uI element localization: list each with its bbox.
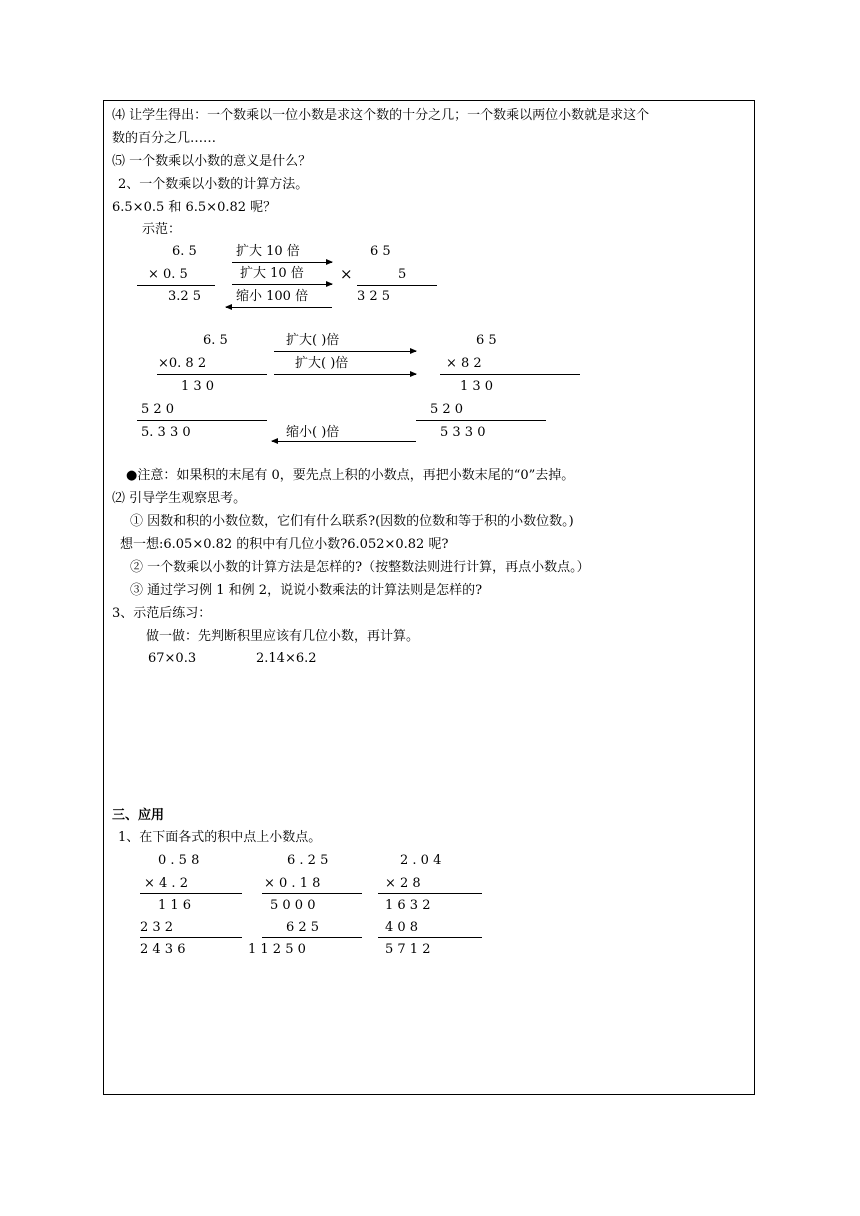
ex2-right-arrow-1 (274, 351, 416, 352)
question-1: ① 因数和积的小数位数，它们有什么联系?(因数的位数和等于积的小数位数。) (130, 514, 574, 529)
c3-partial-2: 4 0 8 (385, 920, 419, 935)
ex2-int-rule-2 (416, 420, 546, 421)
question-3: ③ 通过学习例 1 和例 2，说说小数乘法的计算法则是怎样的? (130, 583, 483, 598)
ex2-arrow-label-1: 扩大( )倍 (286, 333, 340, 348)
ex1-int-product: 3 2 5 (357, 289, 391, 304)
ex2-int-partial-2: 5 2 0 (430, 402, 464, 417)
practice-problem-1: 67×0.3 (148, 651, 197, 666)
c1-multiplicand: 0 . 5 8 (158, 853, 200, 868)
demo-label: 示范： (142, 222, 182, 237)
ex2-int-product: 5 3 3 0 (440, 425, 486, 440)
apply-heading: 三、应用 (112, 808, 165, 823)
practice-instruction: 做一做：先判断积里应该有几位小数，再计算。 (146, 629, 420, 644)
c1-partial-1: 1 1 6 (158, 898, 192, 913)
section-3-heading: 3、示范后练习： (112, 606, 212, 621)
point-4-line-2: 数的百分之几…… (112, 131, 217, 146)
ex1-multiplier: × 0. 5 (148, 267, 188, 282)
ex2-product: 5. 3 3 0 (141, 425, 191, 440)
c1-rule-2 (140, 937, 242, 938)
ex2-multiplicand: 6. 5 (203, 333, 228, 348)
c2-partial-2: 6 2 5 (286, 920, 320, 935)
ex1-right-arrow-1 (232, 262, 332, 263)
ex1-arrow-label-2: 扩大 10 倍 (240, 266, 304, 281)
question-line: 6.5×0.5 和 6.5×0.82 呢？ (112, 200, 277, 215)
c2-partial-1: 5 0 0 0 (270, 898, 316, 913)
ex1-product: 3.2 5 (168, 289, 202, 304)
guide-heading: ⑵ 引导学生观察思考。 (112, 491, 247, 506)
c2-multiplier: × 0 . 1 8 (264, 876, 321, 891)
c2-rule-2 (262, 937, 362, 938)
point-5: ⑸ 一个数乘以小数的意义是什么？ (112, 154, 312, 169)
c3-partial-1: 1 6 3 2 (385, 898, 431, 913)
think-line: 想一想:6.05×0.82 的积中有几位小数?6.052×0.82 呢? (120, 537, 449, 552)
practice-problem-2: 2.14×6.2 (256, 651, 317, 666)
c3-rule-2 (378, 937, 482, 938)
ex1-left-arrow (226, 307, 332, 308)
c1-product: 2 4 3 6 (140, 942, 186, 957)
ex2-partial-2: 5 2 0 (141, 402, 175, 417)
ex2-right-arrow-2 (274, 374, 416, 375)
c3-multiplier: × 2 8 (385, 876, 421, 891)
ex2-int-multiplier: × 8 2 (446, 356, 482, 371)
ex2-multiplier: ×0. 8 2 (158, 356, 207, 371)
c2-product: 1 1 2 5 0 (248, 942, 306, 957)
section-2-heading: 2、一个数乘以小数的计算方法。 (118, 177, 309, 192)
ex2-int-rule-1 (440, 374, 580, 375)
ex2-arrow-label-2: 扩大( )倍 (295, 356, 349, 371)
ex2-int-partial-1: 1 3 0 (460, 379, 494, 394)
ex1-rule (137, 285, 215, 286)
c1-rule-1 (140, 893, 242, 894)
ex2-partial-1: 1 3 0 (181, 379, 215, 394)
c2-multiplicand: 6 . 2 5 (287, 853, 329, 868)
c1-partial-2: 2 3 2 (140, 920, 174, 935)
ex1-int-multiplier: 5 (398, 267, 407, 282)
question-2: ② 一个数乘以小数的计算方法是怎样的?（按整数法则进行计算，再点小数点。） (130, 560, 590, 575)
ex1-arrow-label-3: 缩小 100 倍 (236, 289, 309, 304)
ex1-right-arrow-2 (232, 284, 332, 285)
ex2-rule-2 (137, 420, 267, 421)
c2-rule-1 (262, 893, 362, 894)
ex1-int-multiplicand: 6 5 (370, 244, 391, 259)
c3-product: 5 7 1 2 (385, 942, 431, 957)
ex1-arrow-label-1: 扩大 10 倍 (236, 244, 300, 259)
ex1-multiplicand: 6. 5 (172, 244, 197, 259)
apply-task: 1、在下面各式的积中点上小数点。 (118, 830, 322, 845)
c3-multiplicand: 2 . 0 4 (400, 853, 442, 868)
ex2-rule-1 (157, 374, 267, 375)
ex1-times-sign: × (340, 265, 353, 283)
c1-multiplier: × 4 . 2 (144, 876, 188, 891)
ex2-left-arrow (272, 441, 416, 442)
attention-note: ●注意：如果积的末尾有 0，要先点上积的小数点，再把小数末尾的“0”去掉。 (126, 468, 575, 483)
ex2-arrow-label-3: 缩小( )倍 (286, 425, 340, 440)
c3-rule-1 (378, 893, 482, 894)
ex2-int-multiplicand: 6 5 (476, 333, 497, 348)
ex1-int-rule (357, 285, 437, 286)
point-4-line-1: ⑷ 让学生得出：一个数乘以一位小数是求这个数的十分之几；一个数乘以两位小数就是求这个 (112, 108, 650, 123)
